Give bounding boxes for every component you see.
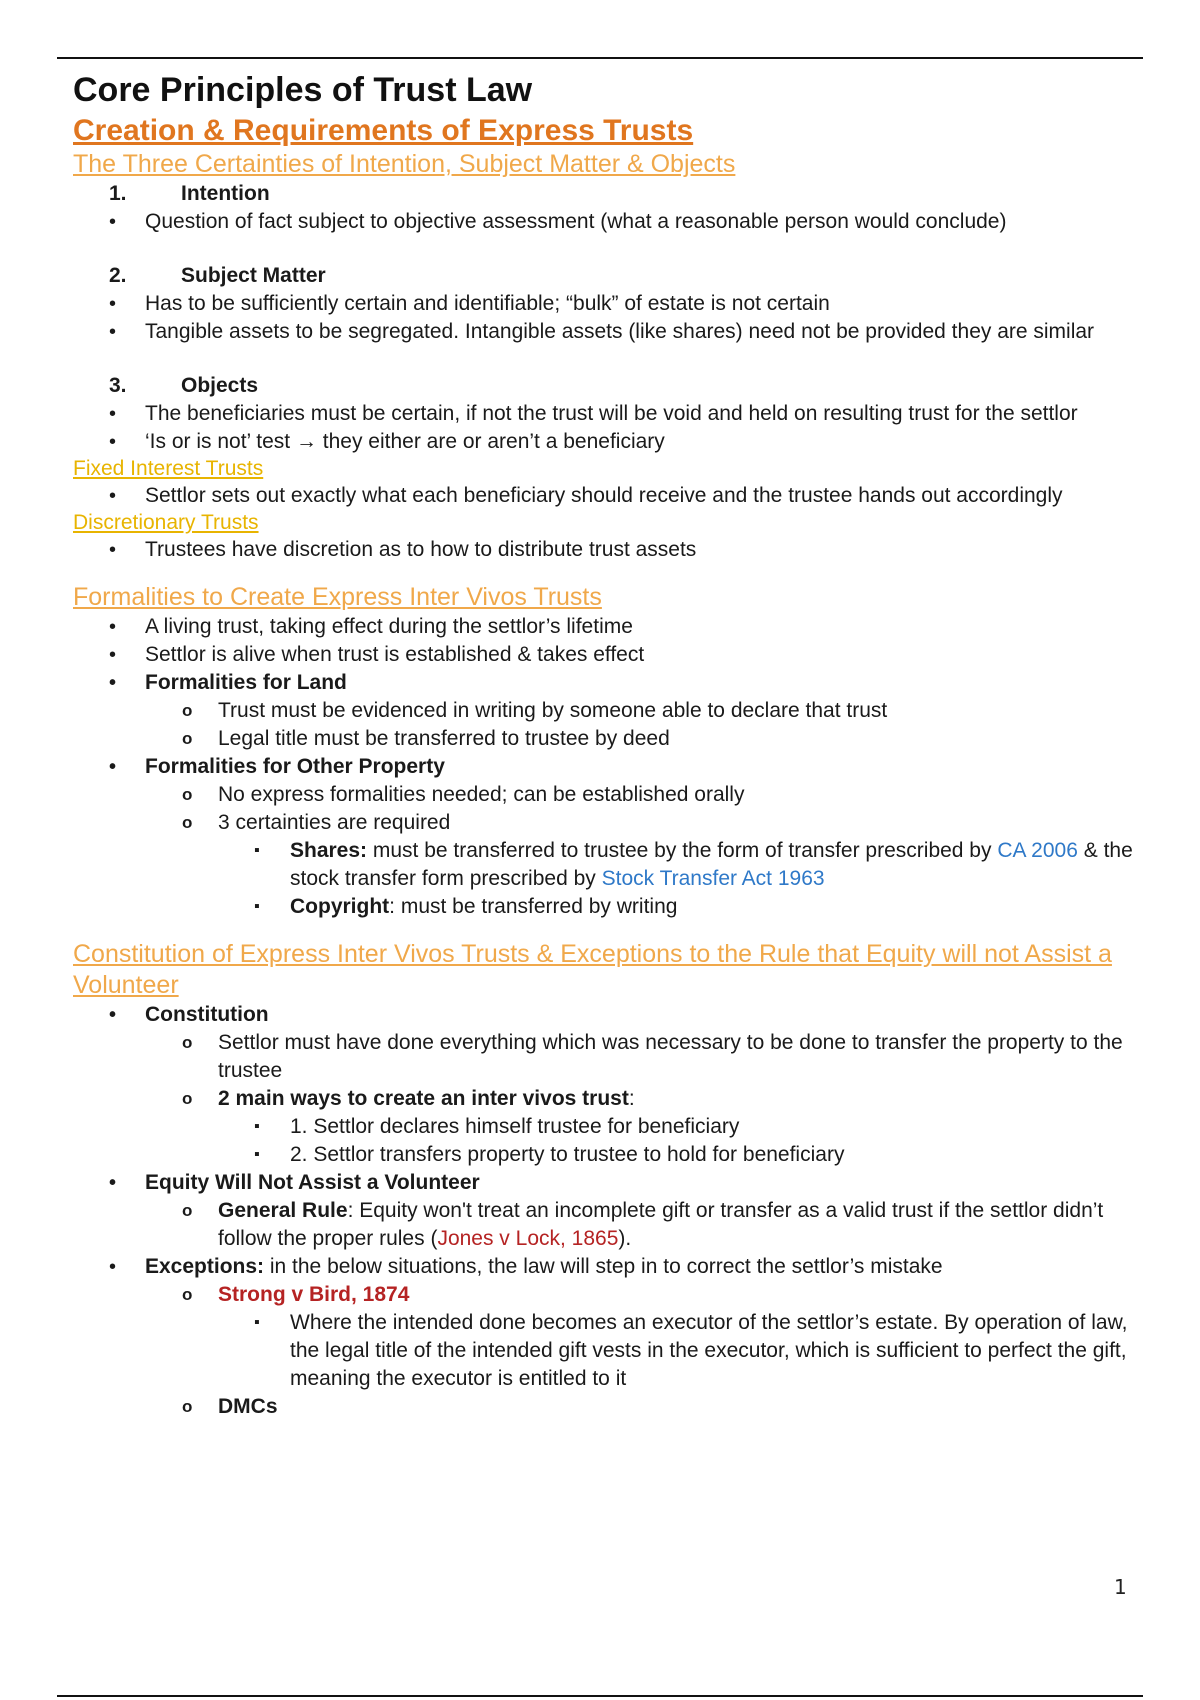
top-rule: [57, 57, 1143, 59]
list-item-shares: ▪ Shares: must be transferred to trustee by the form of transfer prescribed by CA 2006 & the stock transfer form prescribed by Stock Transfer Act 1963: [254, 839, 1133, 890]
list-item: o 3 certainties are required: [182, 811, 451, 834]
list-item: o Legal title must be transferred to trustee by deed: [182, 727, 670, 750]
list-item: ▪ 1. Settlor declares himself trustee for beneficiary: [254, 1115, 740, 1138]
document-body: [73, 70, 1133, 1421]
list-item-strong-v-bird: o Strong v Bird, 1874: [182, 1283, 410, 1306]
subheading-fixed-interest: Fixed Interest Trusts: [73, 457, 264, 480]
case-citation-jones-v-lock: Jones v Lock, 1865: [437, 1227, 619, 1250]
list-item: o Trust must be evidenced in writing by someone able to declare that trust: [182, 699, 888, 722]
list-item-constitution: • Constitution: [109, 1003, 269, 1026]
numbered-item-subject-matter: 2. Subject Matter: [109, 264, 326, 287]
list-item: • The beneficiaries must be certain, if not the trust will be void and held on resulting trust for the settlor: [109, 402, 1078, 425]
list-item-dmcs: o DMCs: [182, 1395, 278, 1418]
list-item-copyright: ▪ Copyright: must be transferred by writing: [254, 895, 678, 918]
subheading-constitution: Constitution of Express Inter Vivos Trusts & Exceptions to the Rule that Equity will not Assist a Volunteer: [73, 940, 1112, 999]
numbered-item-intention: 1. Intention: [109, 182, 270, 205]
list-item: ▪ Where the intended done becomes an executor of the settlor’s estate. By operation of law, the legal title of the intended gift vests in the executor, which is sufficient to perfect the gift, meaning the executor is entitled to it: [254, 1311, 1128, 1390]
list-item: • Question of fact subject to objective assessment (what a reasonable person would conclude): [109, 210, 1007, 233]
list-item: • Tangible assets to be segregated. Intangible assets (like shares) need not be provided they are similar: [109, 320, 1095, 343]
list-item: • Trustees have discretion as to how to distribute trust assets: [109, 538, 697, 561]
subheading-discretionary: Discretionary Trusts: [73, 511, 259, 534]
subheading-formalities: Formalities to Create Express Inter Vivos Trusts: [73, 583, 602, 611]
list-item: ▪ 2. Settlor transfers property to trustee to hold for beneficiary: [254, 1143, 845, 1166]
list-item-land: • Formalities for Land: [109, 671, 347, 694]
list-item: o Settlor must have done everything which was necessary to be done to transfer the property to the trustee: [182, 1031, 1123, 1082]
list-item: • Settlor is alive when trust is established & takes effect: [109, 643, 645, 666]
document-title: Core Principles of Trust Law: [73, 71, 533, 109]
list-item: • Has to be sufficiently certain and identifiable; “bulk” of estate is not certain: [109, 292, 830, 315]
list-item-other-property: • Formalities for Other Property: [109, 755, 445, 778]
numbered-item-objects: 3. Objects: [109, 374, 259, 397]
list-item-exceptions: • Exceptions: in the below situations, the law will step in to correct the settlor’s mistake: [109, 1255, 943, 1278]
subheading-certainties: The Three Certainties of Intention, Subject Matter & Objects: [73, 150, 736, 178]
list-item: • A living trust, taking effect during the settlor’s lifetime: [109, 615, 633, 638]
section-heading-creation: Creation & Requirements of Express Trusts: [73, 114, 694, 147]
list-item-general-rule: o General Rule: Equity won't treat an incomplete gift or transfer as a valid trust if the settlor didn’t follow the proper rules (Jones v Lock, 1865).: [182, 1199, 1104, 1250]
page-number: 1: [1114, 1575, 1127, 1599]
bottom-rule: [57, 1695, 1143, 1697]
statute-link-ca-2006: CA 2006: [997, 839, 1078, 862]
list-item: • ‘Is or is not’ test → they either are or aren’t a beneficiary: [109, 430, 665, 453]
case-citation-strong-v-bird: Strong v Bird, 1874: [218, 1283, 410, 1306]
statute-link-stock-transfer-act: Stock Transfer Act 1963: [601, 867, 825, 890]
list-item: o No express formalities needed; can be established orally: [182, 783, 745, 806]
list-item-equity: • Equity Will Not Assist a Volunteer: [109, 1171, 480, 1194]
list-item: • Settlor sets out exactly what each beneficiary should receive and the trustee hands out accordingly: [109, 484, 1063, 507]
list-item: o 2 main ways to create an inter vivos trust:: [182, 1087, 635, 1110]
